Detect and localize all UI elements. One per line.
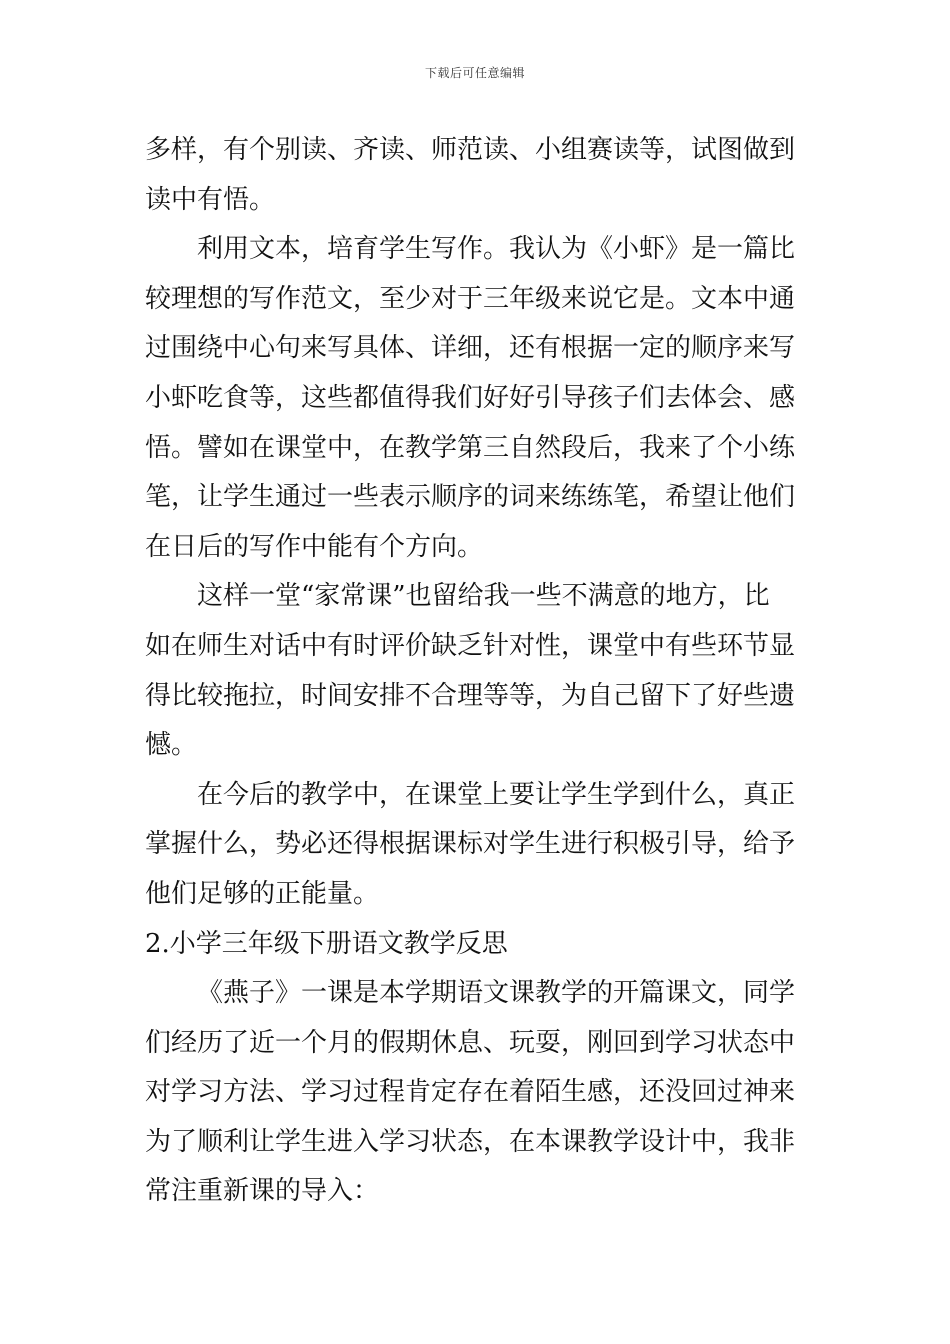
document-body (145, 126, 807, 1217)
page-header: 下载后可任意编辑 (424, 66, 525, 80)
text-line: 较理想的写作范文，至少对于三年级来说它是。文本中通 (145, 283, 796, 314)
text-line: 笔，让学生通过一些表示顺序的词来练练笔，希望让他们 (145, 482, 796, 513)
text-line: 2.小学三年级下册语文教学反思 (145, 928, 508, 959)
text-line: 在日后的写作中能有个方向。 (145, 531, 484, 562)
text-line: 利用文本，培育学生写作。我认为《小虾》是一篇比 (197, 234, 796, 265)
text-line: 得比较拖拉，时间安排不合理等等，为自己留下了好些遗 (145, 680, 796, 711)
text-line: 憾。 (145, 730, 198, 761)
text-line: 悟。譬如在课堂中，在教学第三自然段后，我来了个小练 (145, 432, 796, 463)
text-line: 读中有悟。 (145, 184, 276, 215)
text-line: 小虾吃食等，这些都值得我们好好引导孩子们去体会、感 (145, 382, 796, 413)
text-line: 为了顺利让学生进入学习状态，在本课教学设计中，我非 (145, 1126, 796, 1157)
text-line: 掌握什么，势必还得根据课标对学生进行积极引导，给予 (145, 829, 796, 860)
text-line: 《燕子》一课是本学期语文课教学的开篇课文，同学 (197, 978, 796, 1009)
text-line: 他们足够的正能量。 (145, 878, 380, 909)
text-line: 多样，有个别读、齐读、师范读、小组赛读等，试图做到 (145, 135, 796, 165)
text-line: 过围绕中心句来写具体、详细，还有根据一定的顺序来写 (145, 333, 796, 364)
text-line: 常注重新课的导入： (145, 1176, 380, 1207)
text-line: 们经历了近一个月的假期休息、玩耍，刚回到学习状态中 (145, 1027, 796, 1058)
text-line: 这样一堂“家常课”也留给我一些不满意的地方，比 (197, 581, 770, 612)
text-line: 对学习方法、学习过程肯定存在着陌生感，还没回过神来 (145, 1077, 796, 1108)
text-line: 如在师生对话中有时评价缺乏针对性，课堂中有些环节显 (145, 630, 796, 661)
text-line: 在今后的教学中，在课堂上要让学生学到什么，真正 (197, 779, 796, 810)
